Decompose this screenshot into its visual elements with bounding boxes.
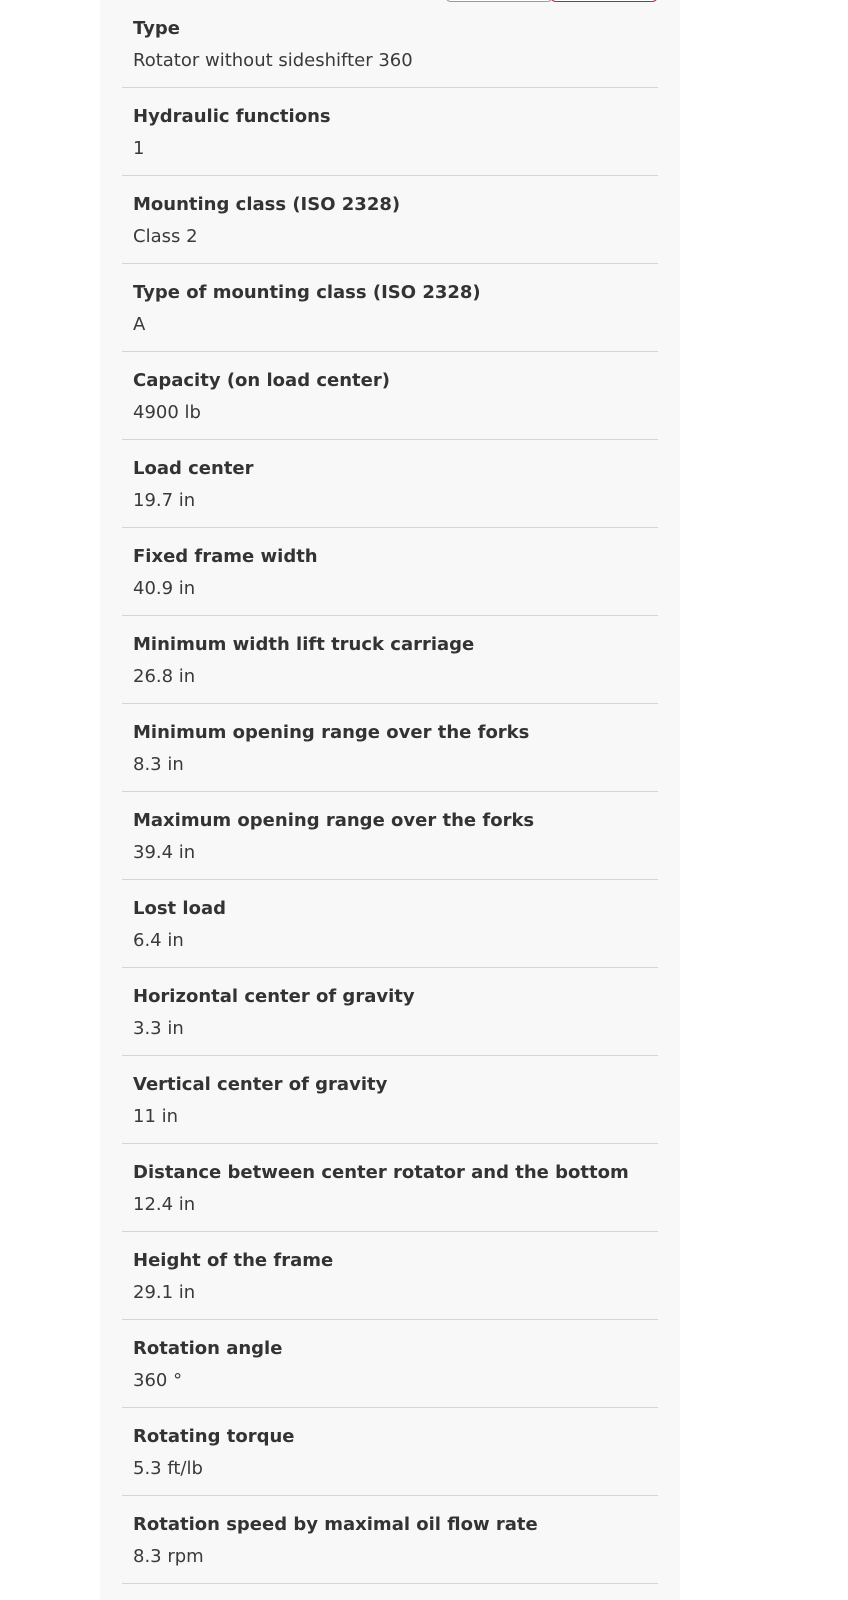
spec-row-frame-height [122, 1232, 658, 1320]
spec-row-vertical-cog [122, 1056, 658, 1144]
spec-value: 360 ° [133, 1370, 183, 1391]
spec-list [122, 0, 658, 1584]
spec-label: Height of the frame [133, 1250, 334, 1271]
spec-row-lost-load [122, 880, 658, 968]
spec-value: 8.3 in [133, 754, 184, 775]
spec-value: Rotator without sideshifter 360 [133, 50, 413, 71]
spec-label: Type [133, 18, 180, 39]
spec-row-min-opening-range [122, 704, 658, 792]
spec-value: 40.9 in [133, 578, 196, 599]
spec-label: Rotation speed by maximal oil flow rate [133, 1514, 538, 1535]
spec-row-fixed-frame-width [122, 528, 658, 616]
specifications-panel [100, 0, 680, 1600]
spec-row-rotator-distance [122, 1144, 658, 1232]
spec-label: Type of mounting class (ISO 2328) [133, 282, 481, 303]
spec-label: Capacity (on load center) [133, 370, 390, 391]
spec-label: Minimum width lift truck carriage [133, 634, 475, 655]
spec-label: Hydraulic functions [133, 106, 331, 127]
spec-label: Mounting class (ISO 2328) [133, 194, 401, 215]
spec-value: 1 [133, 138, 145, 159]
spec-value: A [133, 314, 146, 335]
spec-row-load-center [122, 440, 658, 528]
spec-value: 12.4 in [133, 1194, 196, 1215]
spec-row-horizontal-cog [122, 968, 658, 1056]
spec-row-rotating-torque [122, 1408, 658, 1496]
spec-row-rotation-angle [122, 1320, 658, 1408]
spec-row-type [122, 0, 658, 88]
spec-value: Class 2 [133, 226, 198, 247]
spec-value: 39.4 in [133, 842, 196, 863]
spec-label: Distance between center rotator and the bottom [133, 1162, 629, 1183]
spec-label: Fixed frame width [133, 546, 318, 567]
spec-label: Rotating torque [133, 1426, 295, 1447]
spec-label: Vertical center of gravity [133, 1074, 388, 1095]
spec-label: Horizontal center of gravity [133, 986, 415, 1007]
spec-value: 26.8 in [133, 666, 196, 687]
spec-row-mounting-class-type [122, 264, 658, 352]
spec-label: Maximum opening range over the forks [133, 810, 535, 831]
spec-label: Load center [133, 458, 254, 479]
spec-label: Minimum opening range over the forks [133, 722, 530, 743]
spec-row-mounting-class [122, 176, 658, 264]
spec-row-max-opening-range [122, 792, 658, 880]
spec-value: 8.3 rpm [133, 1546, 204, 1567]
spec-value: 29.1 in [133, 1282, 196, 1303]
spec-value: 6.4 in [133, 930, 184, 951]
spec-row-hydraulic-functions [122, 88, 658, 176]
spec-label: Lost load [133, 898, 226, 919]
spec-row-min-carriage-width [122, 616, 658, 704]
spec-value: 19.7 in [133, 490, 196, 511]
spec-value: 4900 lb [133, 402, 201, 423]
spec-row-rotation-speed [122, 1496, 658, 1584]
spec-value: 5.3 ft/lb [133, 1458, 203, 1479]
spec-row-capacity [122, 352, 658, 440]
spec-value: 11 in [133, 1106, 179, 1127]
spec-value: 3.3 in [133, 1018, 184, 1039]
spec-label: Rotation angle [133, 1338, 283, 1359]
